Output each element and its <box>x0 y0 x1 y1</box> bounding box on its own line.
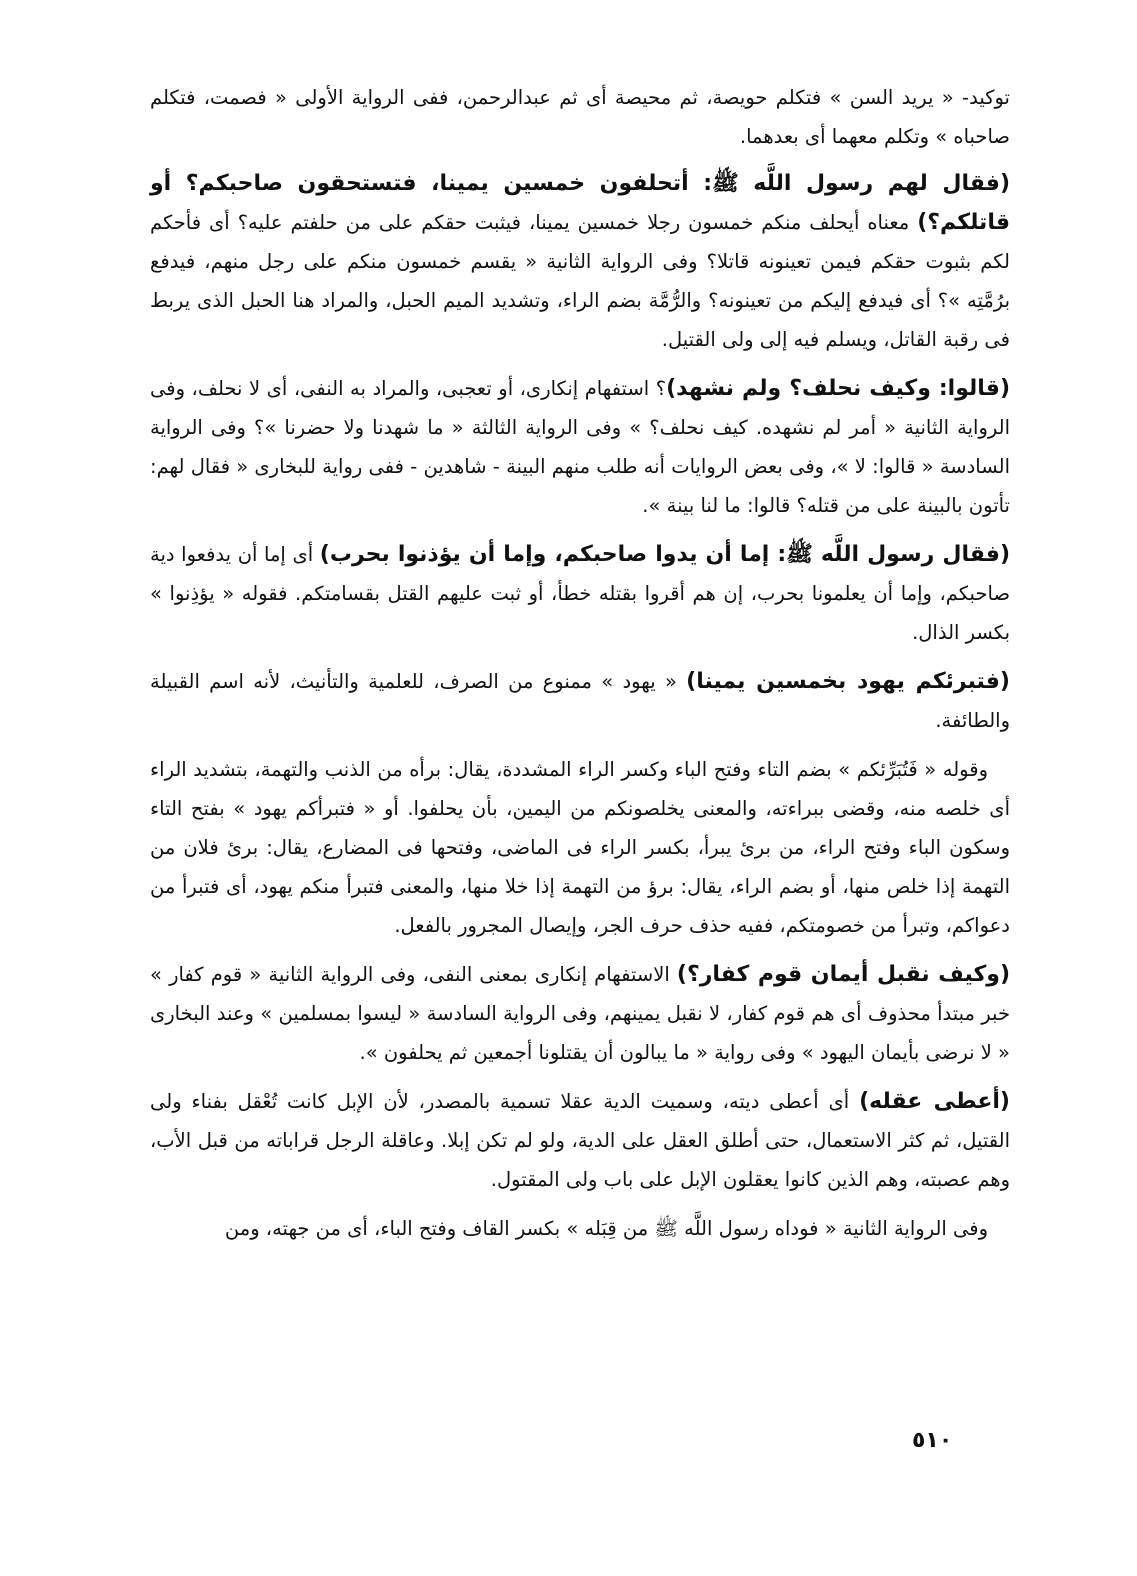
paragraph-8-heading: (أعطى عقله) <box>859 1089 1010 1114</box>
paragraph-5 <box>150 662 1010 740</box>
paragraph-9-text: وفى الرواية الثانية « فوداه رسول اللَّه ﷺ من قِبَله » بكسر القاف وفتح الباء، أى من جهته، ومن <box>224 1217 988 1240</box>
page-number: ٥١٠ <box>912 1428 953 1453</box>
paragraph-2-heading: (فقال لهم رسول اللَّه ﷺ: أتحلفون خمسين يمينا، فتستحقون صاحبكم؟ أو قاتلكم؟) <box>150 171 1010 235</box>
paragraph-8-text: أى أعطى ديته، وسميت الدية عقلا تسمية بالمصدر، لأن الإبل كانت تُعْقل بفناء ولى القتيل، ثم كثر الاستعمال، حتى أطلق العقل على الدية، ولو لم تكن إبلا. وعاقلة الرجل قراباته من قبل الأب، وهم عصبته، وهم الذين كانوا يعقلون الإبل على باب ولى المقتول. <box>150 1090 1010 1191</box>
paragraph-6 <box>150 750 1010 945</box>
paragraph-7-heading: (وكيف نقبل أيمان قوم كفار؟) <box>676 962 1010 987</box>
paragraph-1 <box>150 78 1010 156</box>
paragraph-7 <box>150 955 1010 1072</box>
paragraph-8 <box>150 1082 1010 1199</box>
paragraph-1-text: توكيد- « يريد السن » فتكلم حويصة، ثم محيصة أى ثم عبدالرحمن، ففى الرواية الأولى « فصمت، فتكلم صاحباه » وتكلم معهما أى بعدهما. <box>150 86 1010 148</box>
paragraph-6-text: وقوله « فَتُبَرِّئكم » بضم التاء وفتح الباء وكسر الراء المشددة، يقال: برأه من الذنب والتهمة، بتشديد الراء أى خلصه منه، وقضى ببراءته، والمعنى يخلصونكم من اليمين، بأن يحلفوا. أو « فتبرأكم يهود » بفتح التاء وسكون الباء وفتح الراء، من برئ يبرأ، بكسر الراء فى الماضى، وفتحها فى المضارع، يقال: برئ فلان من التهمة إذا خلص منها، أو بضم الراء، يقال: برؤ من التهمة إذا خلا منها، والمعنى فتبرأ منكم يهود، أى فتبرأ من دعواكم، وتبرأ من خصومتكم، ففيه حذف حرف الجر، وإيصال المجرور بالفعل. <box>150 758 1010 937</box>
paragraph-3-text: ؟ استفهام إنكارى، أو تعجبى، والمراد به النفى، أى لا نحلف، وفى الرواية الثانية « أمر لم نشهده. كيف نحلف؟ » وفى الرواية الثالثة « ما شهدنا ولا حضرنا »؟ وفى الرواية السادسة « قالوا: لا »، وفى بعض الروايات أنه طلب منهم البينة - شاهدين - ففى رواية للبخارى « فقال لهم: تأتون بالبينة على من قتله؟ قالوا: ما لنا بينة ». <box>150 377 1010 517</box>
paragraph-2 <box>150 164 1010 359</box>
paragraph-3 <box>150 369 1010 525</box>
paragraph-4-heading: (فقال رسول اللَّه ﷺ: إما أن يدوا صاحبكم، وإما أن يؤذنوا بحرب) <box>319 542 1010 567</box>
paragraph-9 <box>150 1209 1010 1248</box>
paragraph-5-heading: (فتبرئكم يهود بخمسين يمينا) <box>686 669 1010 694</box>
paragraph-4 <box>150 535 1010 652</box>
paragraph-5-text: « يهود » ممنوع من الصرف، للعلمية والتأنيث، لأنه اسم القبيلة والطائفة. <box>150 670 1010 732</box>
page-body <box>150 78 1010 1258</box>
paragraph-7-text: الاستفهام إنكارى بمعنى النفى، وفى الرواية الثانية « قوم كفار » خبر مبتدأ محذوف أى هم قوم كفار، لا نقبل يمينهم، وفى الرواية السادسة « ليسوا بمسلمين » وعند البخارى « لا نرضى بأيمان اليهود » وفى رواية « ما يبالون أن يقتلونا أجمعين ثم يحلفون ». <box>150 963 1010 1064</box>
paragraph-2-text: معناه أيحلف منكم خمسون رجلا خمسين يمينا، فيثبت حقكم على من حلفتم عليه؟ أى فأحكم لكم بثبوت حقكم فيمن تعينونه قاتلا؟ وفى الرواية الثانية « يقسم خمسون منكم على رجل منهم، فيدفع برُمَّتِه »؟ أى فيدفع إليكم من تعينونه؟ والرُّمَّة بضم الراء، وتشديد الميم الحبل، والمراد هنا الحبل الذى يربط فى رقبة القاتل، ويسلم فيه إلى ولى القتيل. <box>150 211 1010 351</box>
paragraph-3-heading: (قالوا: وكيف نحلف؟ ولم نشهد) <box>666 376 1010 401</box>
paragraph-4-text: أى إما أن يدفعوا دية صاحبكم، وإما أن يعلمونا بحرب، إن هم أقروا بقتله خطأ، أو ثبت عليهم القتل بقسامتكم. فقوله « يؤذِنوا » بكسر الذال. <box>150 543 1010 644</box>
